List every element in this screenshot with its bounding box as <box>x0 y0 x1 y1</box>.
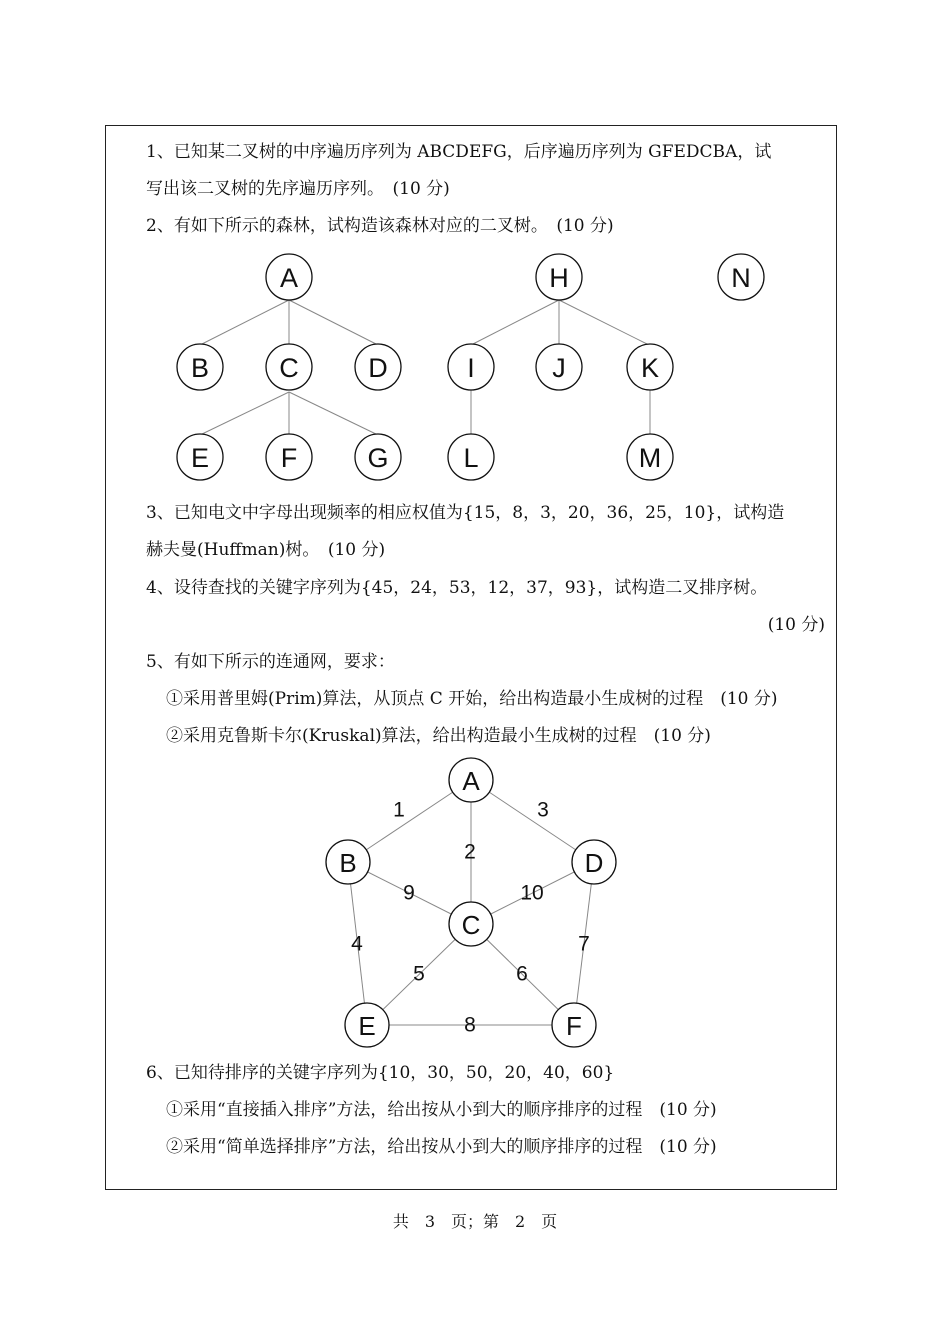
forest-label-b: B <box>190 353 210 383</box>
graph-label-f: F <box>566 1011 582 1041</box>
weight-b-c: 9 <box>403 881 415 905</box>
forest-label-l: L <box>463 443 479 473</box>
q5-sub1: ①采用普里姆(Prim)算法，从顶点 C 开始，给出构造最小生成树的过程 (10 分) <box>166 689 778 709</box>
forest-label-m: M <box>638 443 662 473</box>
forest-label-d: D <box>368 353 388 383</box>
weight-c-f: 6 <box>516 962 528 986</box>
forest-label-j: J <box>552 353 566 383</box>
weight-d-f: 7 <box>578 932 590 956</box>
graph-label-c: C <box>461 910 481 940</box>
q4-line1: 4、设待查找的关键字序列为{45，24，53，12，37，93}，试构造二叉排序树。 <box>146 578 768 598</box>
forest-label-f: F <box>280 443 298 473</box>
q3-line2: 赫夫曼(Huffman)树。 (10 分) <box>146 540 386 560</box>
weight-c-d: 10 <box>520 881 544 905</box>
graph-label-d: D <box>584 848 604 878</box>
weight-a-b: 1 <box>393 798 405 822</box>
q6-sub1: ①采用“直接插入排序”方法，给出按从小到大的顺序排序的过程 (10 分) <box>166 1100 717 1120</box>
q2-line1: 2、有如下所示的森林，试构造该森林对应的二叉树。 (10 分) <box>146 216 614 236</box>
graph-label-e: E <box>358 1011 376 1041</box>
q6-sub2: ②采用“简单选择排序”方法，给出按从小到大的顺序排序的过程 (10 分) <box>166 1137 717 1157</box>
q1-line2: 写出该二叉树的先序遍历序列。 (10 分) <box>146 179 450 199</box>
forest-label-c: C <box>279 353 299 383</box>
q5-sub2: ②采用克鲁斯卡尔(Kruskal)算法，给出构造最小生成树的过程 (10 分) <box>166 726 711 746</box>
q5-line1: 5、有如下所示的连通网，要求： <box>146 652 395 672</box>
q6-line1: 6、已知待排序的关键字序列为{10，30，50，20，40，60} <box>146 1063 615 1083</box>
q3-line1: 3、已知电文中字母出现频率的相应权值为{15，8，3，20，36，25，10}，试构造 <box>146 503 785 523</box>
forest-label-a: A <box>279 263 299 293</box>
forest-label-g: G <box>367 443 389 473</box>
q1-line1: 1、已知某二叉树的中序遍历序列为 ABCDEFG，后序遍历序列为 GFEDCBA，试 <box>146 142 772 162</box>
weight-b-e: 4 <box>351 932 363 956</box>
weight-c-e: 5 <box>413 962 425 986</box>
forest-label-h: H <box>549 263 569 293</box>
forest-label-i: I <box>467 353 475 383</box>
weight-e-f: 8 <box>464 1013 476 1037</box>
graph-label-a: A <box>462 766 480 796</box>
forest-label-n: N <box>731 263 751 293</box>
weight-a-c: 2 <box>464 840 476 864</box>
q4-score: (10 分) <box>767 615 825 635</box>
forest-label-e: E <box>190 443 210 473</box>
page-footer: 共 3 页；第 2 页 <box>392 1212 558 1231</box>
weight-a-d: 3 <box>537 798 549 822</box>
graph-label-b: B <box>339 848 357 878</box>
forest-label-k: K <box>640 353 660 383</box>
